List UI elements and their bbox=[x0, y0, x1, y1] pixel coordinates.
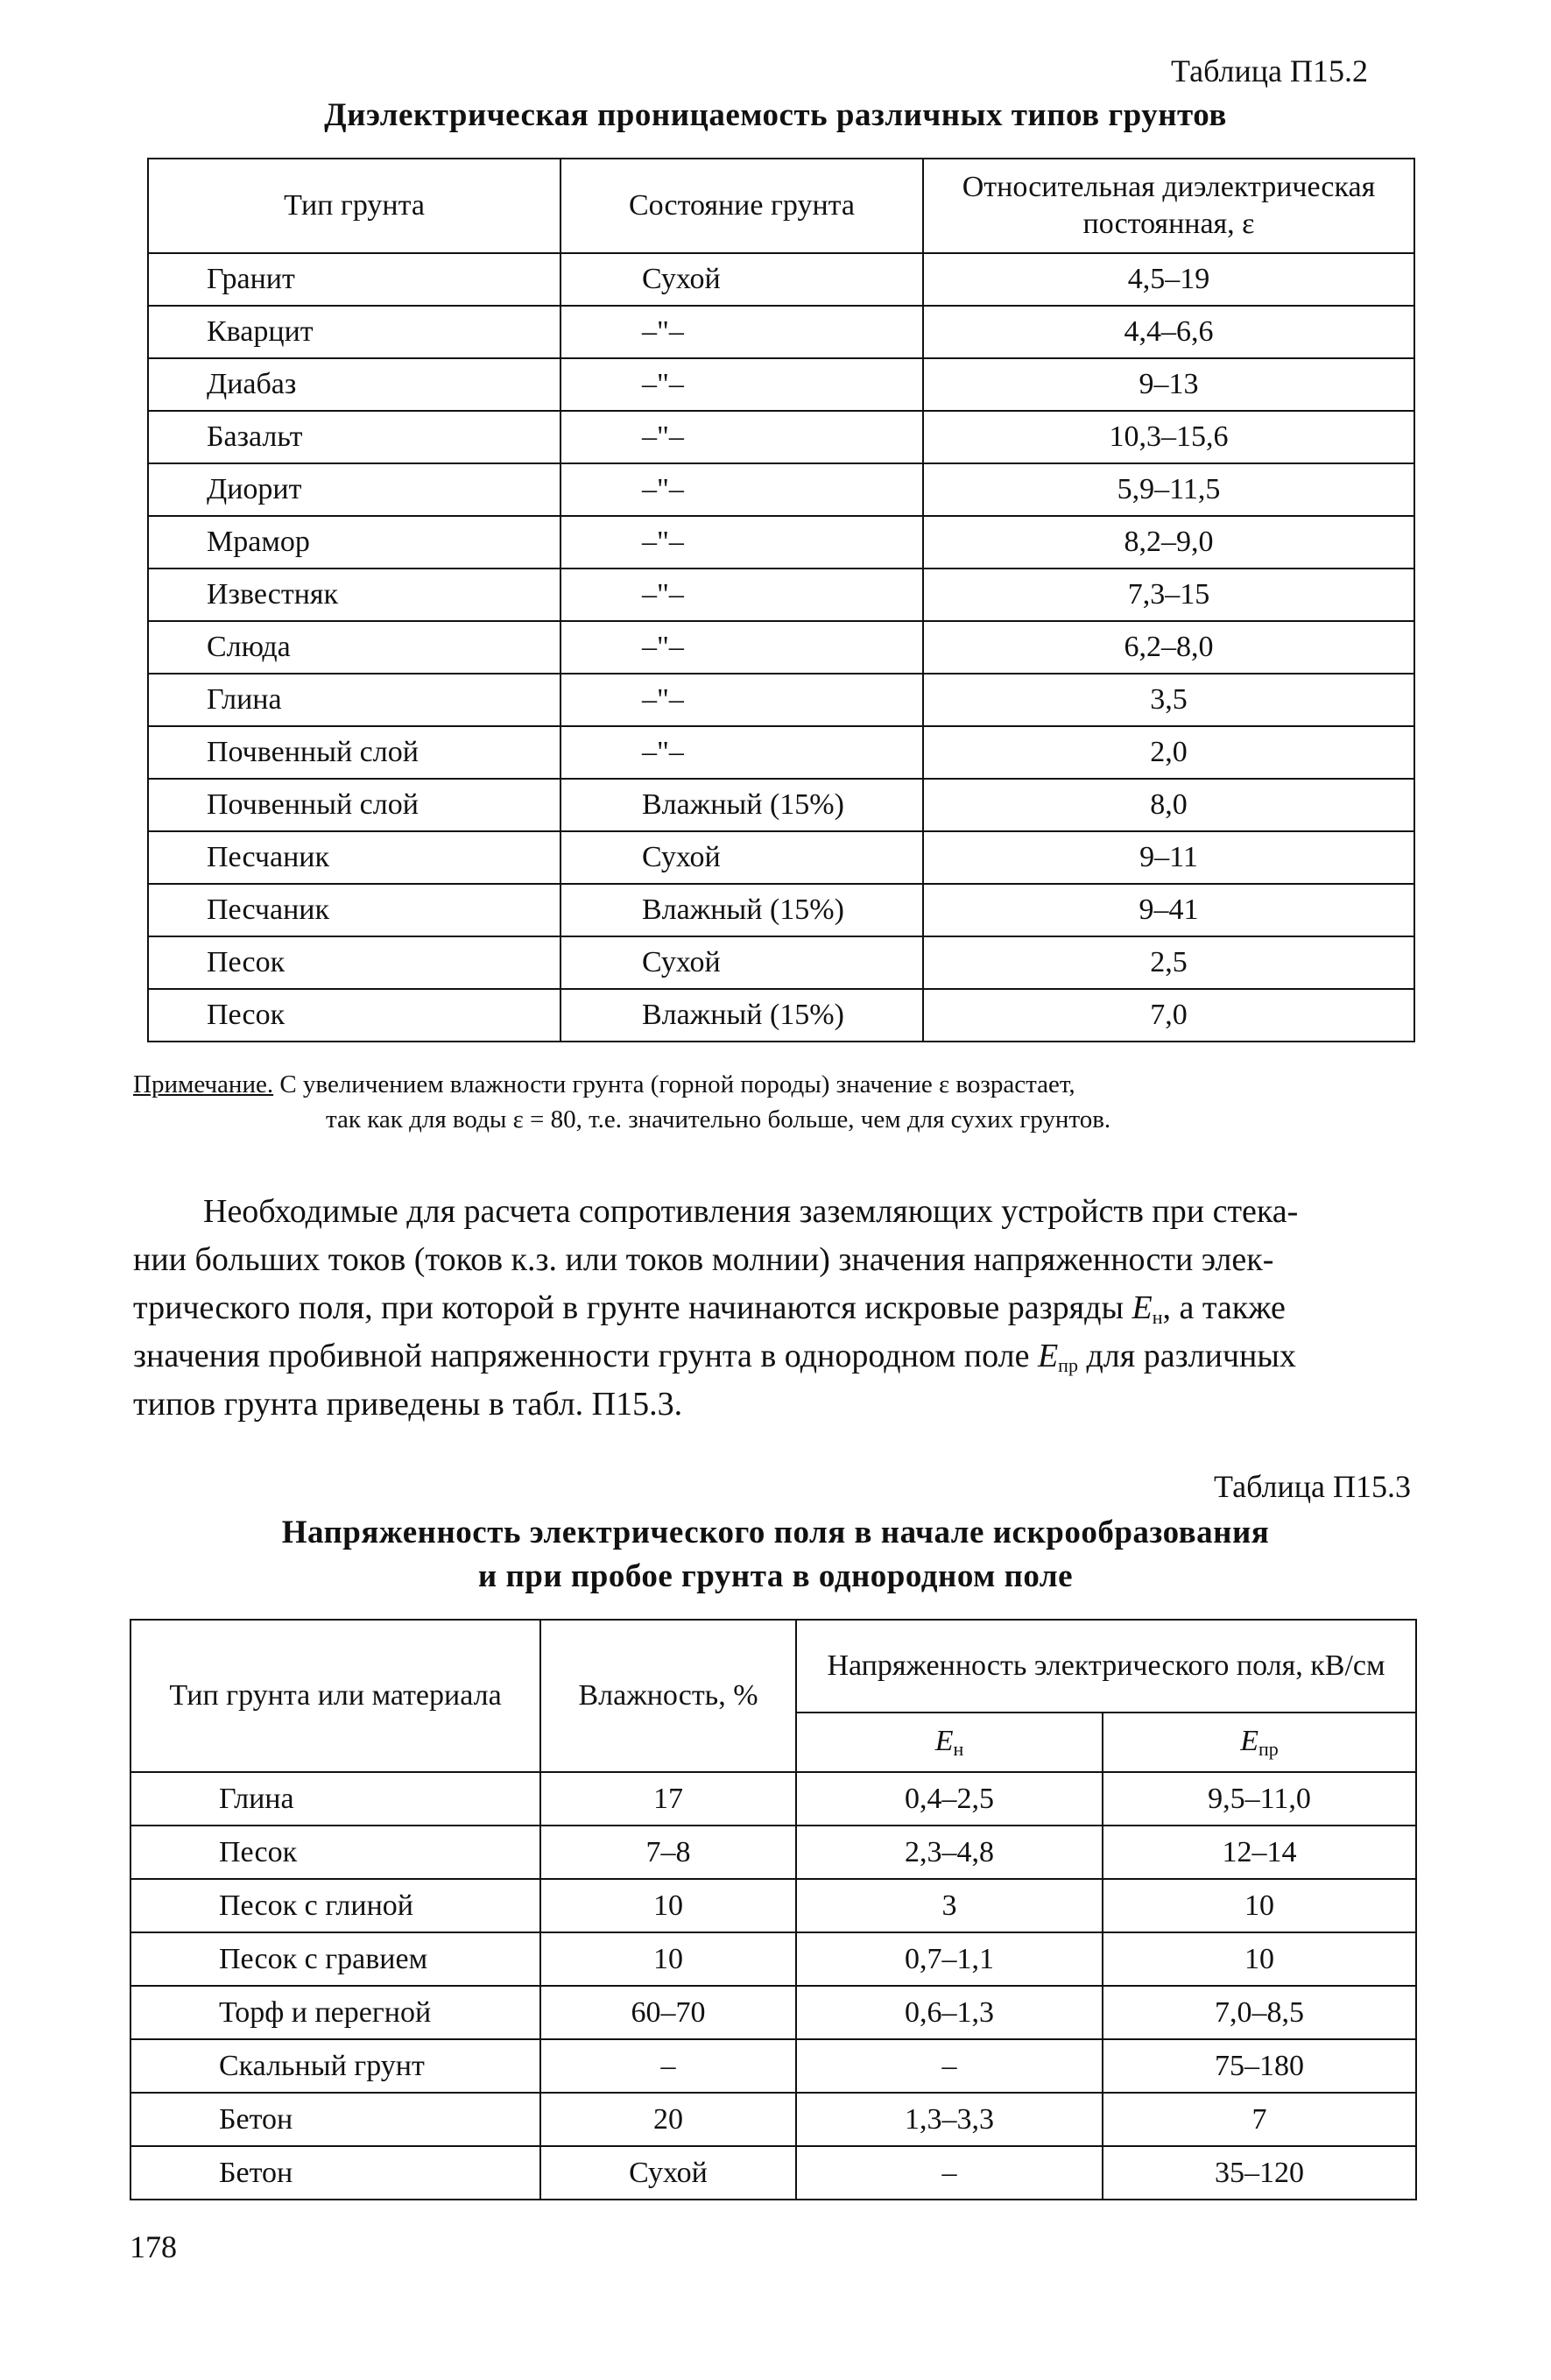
table-row bbox=[148, 411, 1414, 463]
humidity-value: 10 bbox=[540, 1932, 796, 1986]
epr-value: 10 bbox=[1103, 1879, 1416, 1932]
table-row bbox=[148, 569, 1414, 621]
soil-state: Сухой bbox=[560, 253, 923, 306]
soil-state: Сухой bbox=[560, 831, 923, 884]
soil-state: Влажный (15%) bbox=[560, 884, 923, 936]
table1-label: Таблица П15.2 bbox=[1171, 53, 1368, 88]
en-value: 1,3–3,3 bbox=[796, 2093, 1103, 2146]
table1-title: Диэлектрическая проницаемость различных типов грунтов bbox=[324, 97, 1227, 133]
table-row bbox=[148, 621, 1414, 674]
soil-type: Почвенный слой bbox=[148, 726, 560, 779]
en-value: – bbox=[796, 2146, 1103, 2200]
table-row bbox=[130, 1772, 1416, 1826]
soil-state: –"– bbox=[560, 516, 923, 569]
permittivity-value: 7,3–15 bbox=[923, 569, 1414, 621]
epr-subscript: пр bbox=[1058, 1354, 1078, 1376]
table-row bbox=[148, 989, 1414, 1042]
soil-type: Кварцит bbox=[148, 306, 560, 358]
epr-symbol: E bbox=[1240, 1724, 1258, 1757]
epr-symbol: E bbox=[1037, 1338, 1059, 1374]
table-row bbox=[130, 2039, 1416, 2093]
material-type: Скальный грунт bbox=[130, 2039, 540, 2093]
soil-type: Диорит bbox=[148, 463, 560, 516]
soil-type: Гранит bbox=[148, 253, 560, 306]
paragraph-line3-text: трического поля, при которой в грунте начинаются искровые разряды bbox=[133, 1289, 1132, 1326]
permittivity-value: 7,0 bbox=[923, 989, 1414, 1042]
note-text1: С увеличением влажности грунта (горной породы) значение ε возрастает, bbox=[273, 1070, 1075, 1098]
table1-header-type: Тип грунта bbox=[148, 159, 560, 253]
soil-type: Песчаник bbox=[148, 884, 560, 936]
soil-state: –"– bbox=[560, 726, 923, 779]
paragraph-line1: Необходимые для расчета сопротивления заземляющих устройств при стека- bbox=[203, 1193, 1299, 1230]
permittivity-value: 3,5 bbox=[923, 674, 1414, 726]
en-value: 0,7–1,1 bbox=[796, 1932, 1103, 1986]
soil-state: –"– bbox=[560, 306, 923, 358]
table2-header-epr bbox=[1103, 1713, 1416, 1772]
humidity-value: 60–70 bbox=[540, 1986, 796, 2039]
epr-value: 12–14 bbox=[1103, 1826, 1416, 1879]
note-text2: так как для воды ε = 80, т.е. значительно больше, чем для сухих грунтов. bbox=[326, 1105, 1111, 1134]
soil-state: Сухой bbox=[560, 936, 923, 989]
material-type: Глина bbox=[130, 1772, 540, 1826]
soil-type: Известняк bbox=[148, 569, 560, 621]
soil-type: Мрамор bbox=[148, 516, 560, 569]
epr-value: 7,0–8,5 bbox=[1103, 1986, 1416, 2039]
soil-type: Слюда bbox=[148, 621, 560, 674]
permittivity-value: 5,9–11,5 bbox=[923, 463, 1414, 516]
en-subscript: н bbox=[953, 1737, 964, 1760]
en-value: 0,4–2,5 bbox=[796, 1772, 1103, 1826]
table-row bbox=[148, 884, 1414, 936]
material-type: Торф и перегной bbox=[130, 1986, 540, 2039]
permittivity-value: 4,4–6,6 bbox=[923, 306, 1414, 358]
soil-type: Диабаз bbox=[148, 358, 560, 411]
table2-header-humidity: Влажность, % bbox=[540, 1620, 796, 1772]
epr-value: 35–120 bbox=[1103, 2146, 1416, 2200]
paragraph-line2: нии больших токов (токов к.з. или токов молнии) значения напряженности элек- bbox=[133, 1241, 1274, 1278]
table2-header-type: Тип грунта или материала bbox=[130, 1620, 540, 1772]
paragraph-line4-tail: для различных bbox=[1077, 1338, 1296, 1374]
en-symbol: E bbox=[934, 1724, 954, 1757]
soil-type: Песчаник bbox=[148, 831, 560, 884]
table-row bbox=[130, 1986, 1416, 2039]
material-type: Бетон bbox=[130, 2146, 540, 2200]
table-row bbox=[148, 306, 1414, 358]
table2-header-field: Напряженность электрического поля, кВ/см bbox=[796, 1620, 1416, 1713]
en-value: 2,3–4,8 bbox=[796, 1826, 1103, 1879]
soil-state: –"– bbox=[560, 621, 923, 674]
table2-header-en bbox=[796, 1713, 1103, 1772]
permittivity-value: 9–41 bbox=[923, 884, 1414, 936]
humidity-value: – bbox=[540, 2039, 796, 2093]
paragraph-line3-tail: , а также bbox=[1162, 1289, 1286, 1326]
table-row bbox=[130, 2093, 1416, 2146]
soil-state: –"– bbox=[560, 411, 923, 463]
table-row bbox=[148, 516, 1414, 569]
en-subscript: н bbox=[1152, 1306, 1163, 1328]
permittivity-value: 2,0 bbox=[923, 726, 1414, 779]
note-line1 bbox=[133, 1070, 1075, 1099]
soil-type: Глина bbox=[148, 674, 560, 726]
soil-state: –"– bbox=[560, 463, 923, 516]
permittivity-value: 8,2–9,0 bbox=[923, 516, 1414, 569]
table-row bbox=[130, 1879, 1416, 1932]
table-row bbox=[148, 674, 1414, 726]
soil-state: –"– bbox=[560, 569, 923, 621]
page-number: 178 bbox=[130, 2229, 177, 2264]
en-value: 0,6–1,3 bbox=[796, 1986, 1103, 2039]
humidity-value: 20 bbox=[540, 2093, 796, 2146]
table1-header-row bbox=[148, 159, 1414, 253]
en-value: – bbox=[796, 2039, 1103, 2093]
table1 bbox=[147, 158, 1415, 1042]
material-type: Песок с глиной bbox=[130, 1879, 540, 1932]
soil-type: Почвенный слой bbox=[148, 779, 560, 831]
epr-value: 7 bbox=[1103, 2093, 1416, 2146]
table1-header-state: Состояние грунта bbox=[560, 159, 923, 253]
permittivity-value: 4,5–19 bbox=[923, 253, 1414, 306]
paragraph-line5: типов грунта приведены в табл. П15.3. bbox=[133, 1386, 683, 1423]
humidity-value: Сухой bbox=[540, 2146, 796, 2200]
material-type: Песок с гравием bbox=[130, 1932, 540, 1986]
table-row bbox=[148, 831, 1414, 884]
permittivity-value: 6,2–8,0 bbox=[923, 621, 1414, 674]
table-row bbox=[148, 253, 1414, 306]
soil-state: Влажный (15%) bbox=[560, 989, 923, 1042]
soil-state: –"– bbox=[560, 674, 923, 726]
permittivity-value: 10,3–15,6 bbox=[923, 411, 1414, 463]
material-type: Песок bbox=[130, 1826, 540, 1879]
table-row bbox=[130, 1932, 1416, 1986]
table2-title-line1: Напряженность электрического поля в начале искрообразования bbox=[281, 1515, 1270, 1550]
epr-value: 10 bbox=[1103, 1932, 1416, 1986]
paragraph-line4-text: значения пробивной напряженности грунта в однородном поле bbox=[133, 1338, 1038, 1374]
table-row bbox=[148, 726, 1414, 779]
soil-type: Базальт bbox=[148, 411, 560, 463]
epr-subscript: пр bbox=[1258, 1737, 1279, 1760]
table1-header-constant: Относительная диэлектрическая постоянная, ε bbox=[923, 159, 1414, 253]
permittivity-value: 8,0 bbox=[923, 779, 1414, 831]
humidity-value: 17 bbox=[540, 1772, 796, 1826]
permittivity-value: 9–11 bbox=[923, 831, 1414, 884]
en-value: 3 bbox=[796, 1879, 1103, 1932]
soil-type: Песок bbox=[148, 936, 560, 989]
table2 bbox=[130, 1619, 1417, 2200]
table2-title-line2: и при пробое грунта в однородном поле bbox=[477, 1558, 1074, 1594]
note-label: Примечание. bbox=[133, 1070, 274, 1098]
table-row bbox=[130, 2146, 1416, 2200]
humidity-value: 10 bbox=[540, 1879, 796, 1932]
table-row bbox=[148, 463, 1414, 516]
table-row bbox=[148, 358, 1414, 411]
permittivity-value: 2,5 bbox=[923, 936, 1414, 989]
permittivity-value: 9–13 bbox=[923, 358, 1414, 411]
soil-type: Песок bbox=[148, 989, 560, 1042]
soil-state: –"– bbox=[560, 358, 923, 411]
epr-value: 75–180 bbox=[1103, 2039, 1416, 2093]
humidity-value: 7–8 bbox=[540, 1826, 796, 1879]
table-row bbox=[148, 936, 1414, 989]
en-symbol: E bbox=[1132, 1289, 1153, 1326]
material-type: Бетон bbox=[130, 2093, 540, 2146]
table-row bbox=[130, 1826, 1416, 1879]
soil-state: Влажный (15%) bbox=[560, 779, 923, 831]
epr-value: 9,5–11,0 bbox=[1103, 1772, 1416, 1826]
table2-header-row1 bbox=[130, 1620, 1416, 1713]
table2-label: Таблица П15.3 bbox=[1214, 1469, 1411, 1504]
table-row bbox=[148, 779, 1414, 831]
